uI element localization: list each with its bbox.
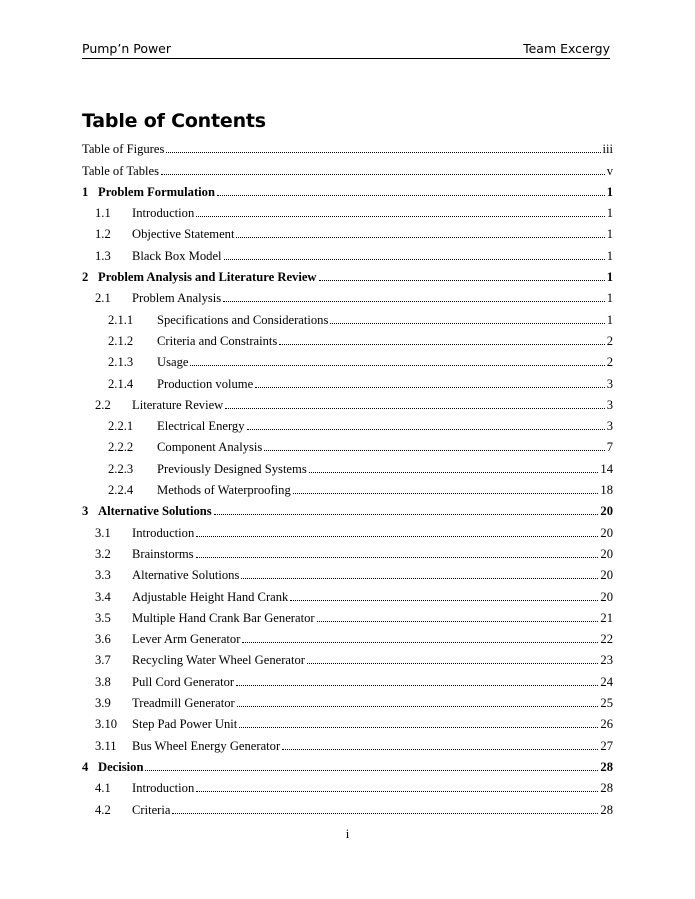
toc-dot-leader — [330, 323, 604, 324]
toc-entry-number: 1.3 — [95, 248, 111, 263]
toc-entry-page: 18 — [600, 483, 613, 498]
toc-entry-number: 3.4 — [95, 589, 111, 604]
toc-entry-number: 2.2.4 — [108, 483, 134, 498]
toc-entry[interactable] — [82, 731, 613, 752]
toc-entry-title: Introduction — [132, 781, 195, 796]
toc-dot-leader — [319, 280, 605, 281]
toc-dot-leader — [196, 791, 598, 792]
toc-entry-page: 26 — [600, 717, 613, 732]
toc-entry-page: 28 — [600, 802, 613, 817]
header-project-name: Pump’n Power — [82, 41, 172, 56]
toc-dot-leader — [241, 578, 598, 579]
toc-entry-number: 3.8 — [95, 674, 111, 689]
toc-entry-title: Bus Wheel Energy Generator — [132, 738, 281, 753]
toc-entry[interactable] — [82, 753, 613, 774]
toc-entry-title: Methods of Waterproofing — [157, 483, 291, 498]
toc-entry[interactable] — [82, 433, 613, 454]
toc-entry-page: 20 — [600, 504, 613, 519]
toc-dot-leader — [196, 216, 604, 217]
toc-entry-title: Introduction — [132, 206, 195, 221]
toc-entry[interactable] — [82, 263, 613, 284]
toc-entry-page: 21 — [600, 610, 613, 625]
toc-entry-title: Usage — [157, 355, 189, 370]
toc-entry-title: Electrical Energy — [157, 419, 245, 434]
toc-entry-page: 20 — [600, 546, 613, 561]
toc-entry-title: Pull Cord Generator — [132, 674, 235, 689]
toc-dot-leader — [247, 429, 605, 430]
toc-entry-title: Specifications and Considerations — [157, 312, 329, 327]
toc-entry-number: 3.7 — [95, 653, 111, 668]
toc-entry-title: Alternative Solutions — [98, 504, 212, 519]
toc-dot-leader — [172, 813, 598, 814]
toc-entry-number: 3.9 — [95, 696, 111, 711]
toc-entry-title: Previously Designed Systems — [157, 461, 307, 476]
toc-entry-number: 2.2.3 — [108, 461, 134, 476]
toc-dot-leader — [293, 493, 599, 494]
toc-dot-leader — [166, 152, 600, 153]
toc-entry-title: Black Box Model — [132, 248, 222, 263]
toc-entry-title: Decision — [98, 759, 144, 774]
toc-entry-number: 2.1.1 — [108, 312, 134, 327]
toc-entry-page: 28 — [600, 781, 613, 796]
toc-entry[interactable] — [82, 710, 613, 731]
toc-dot-leader — [236, 685, 598, 686]
toc-entry-title: Component Analysis — [157, 440, 263, 455]
toc-entry-title: Lever Arm Generator — [132, 632, 241, 647]
toc-entry-number: 2.1.4 — [108, 376, 134, 391]
toc-entry-title: Recycling Water Wheel Generator — [132, 653, 306, 668]
toc-dot-leader — [196, 536, 598, 537]
toc-entry[interactable] — [82, 369, 613, 390]
toc-entry-title: Objective Statement — [132, 227, 235, 242]
toc-entry-page: 1 — [606, 227, 613, 242]
toc-dot-leader — [190, 365, 604, 366]
toc-entry-page: 1 — [606, 291, 613, 306]
toc-entry[interactable] — [82, 348, 613, 369]
toc-entry-number: 4.2 — [95, 802, 111, 817]
toc-entry[interactable] — [82, 795, 613, 816]
toc-entry-page: 2 — [606, 333, 613, 348]
toc-entry-title: Criteria and Constraints — [157, 333, 278, 348]
toc-dot-leader — [161, 174, 605, 175]
page-number: i — [345, 826, 350, 841]
toc-entry[interactable] — [82, 540, 613, 561]
toc-entry-page: 25 — [600, 696, 613, 711]
toc-entry-page: 22 — [600, 632, 613, 647]
toc-entry-page: v — [606, 163, 613, 178]
toc-entry-page: 1 — [606, 206, 613, 221]
toc-entry[interactable] — [82, 156, 613, 177]
toc-entry[interactable] — [82, 646, 613, 667]
toc-entry-title: Multiple Hand Crank Bar Generator — [132, 610, 315, 625]
toc-entry-number: 4.1 — [95, 781, 111, 796]
toc-entry[interactable] — [82, 774, 613, 795]
toc-entry-number: 3.6 — [95, 632, 111, 647]
toc-entry-title: Problem Formulation — [98, 184, 215, 199]
toc-entry-page: 20 — [600, 568, 613, 583]
toc-entry-number: 1 — [82, 184, 89, 199]
toc-entry-page: 27 — [600, 738, 613, 753]
table-of-contents — [82, 135, 613, 817]
toc-entry-number: 3.3 — [95, 568, 111, 583]
toc-entry[interactable] — [82, 604, 613, 625]
toc-dot-leader — [264, 450, 604, 451]
toc-dot-leader — [317, 621, 599, 622]
toc-entry[interactable] — [82, 412, 613, 433]
toc-entry[interactable] — [82, 305, 613, 326]
toc-dot-leader — [225, 408, 604, 409]
toc-entry-title: Literature Review — [132, 397, 224, 412]
toc-entry-page: iii — [602, 142, 613, 157]
toc-entry[interactable] — [82, 561, 613, 582]
toc-entry-page: 20 — [600, 589, 613, 604]
toc-dot-leader — [239, 727, 598, 728]
toc-entry-title: Table of Figures — [82, 142, 165, 157]
toc-entry[interactable] — [82, 454, 613, 475]
toc-entry-title: Problem Analysis and Literature Review — [98, 270, 317, 285]
toc-dot-leader — [196, 557, 599, 558]
toc-entry-number: 3 — [82, 504, 89, 519]
toc-entry-title: Production volume — [157, 376, 254, 391]
toc-entry-number: 2.2.1 — [108, 419, 134, 434]
toc-entry-title: Adjustable Height Hand Crank — [132, 589, 289, 604]
toc-entry-number: 2.2 — [95, 397, 111, 412]
toc-entry[interactable] — [82, 284, 613, 305]
toc-entry-page: 28 — [600, 759, 613, 774]
toc-dot-leader — [279, 344, 604, 345]
toc-entry[interactable] — [82, 497, 613, 518]
toc-entry-number: 3.11 — [95, 738, 117, 753]
toc-entry[interactable] — [82, 199, 613, 220]
toc-dot-leader — [290, 600, 598, 601]
toc-entry-number: 3.10 — [95, 717, 118, 732]
toc-entry-title: Treadmill Generator — [132, 696, 235, 711]
toc-dot-leader — [307, 663, 598, 664]
page-header — [82, 40, 610, 59]
toc-entry[interactable] — [82, 625, 613, 646]
toc-heading: Table of Contents — [82, 110, 266, 132]
toc-entry[interactable] — [82, 135, 613, 156]
toc-dot-leader — [242, 642, 598, 643]
toc-entry[interactable] — [82, 241, 613, 262]
toc-entry-page: 3 — [606, 376, 613, 391]
toc-entry-page: 1 — [606, 312, 613, 327]
toc-entry[interactable] — [82, 518, 613, 539]
toc-entry-number: 3.5 — [95, 610, 111, 625]
toc-entry-number: 3.2 — [95, 546, 111, 561]
toc-entry-number: 2.1.3 — [108, 355, 134, 370]
toc-entry[interactable] — [82, 220, 613, 241]
toc-entry-page: 3 — [606, 397, 613, 412]
toc-dot-leader — [255, 387, 605, 388]
toc-entry-page: 24 — [600, 674, 613, 689]
toc-entry[interactable] — [82, 667, 613, 688]
toc-entry-title: Problem Analysis — [132, 291, 222, 306]
header-team-name: Team Excergy — [523, 41, 610, 56]
toc-entry-number: 2.1 — [95, 291, 111, 306]
toc-entry-number: 3.1 — [95, 525, 111, 540]
toc-entry-number: 1.2 — [95, 227, 111, 242]
toc-entry[interactable] — [82, 689, 613, 710]
toc-entry-number: 2.1.2 — [108, 333, 134, 348]
toc-dot-leader — [214, 514, 599, 515]
toc-entry-number: 2 — [82, 270, 89, 285]
toc-entry-page: 1 — [606, 248, 613, 263]
toc-entry-title: Introduction — [132, 525, 195, 540]
toc-entry-title: Criteria — [132, 802, 171, 817]
toc-entry[interactable] — [82, 476, 613, 497]
toc-dot-leader — [217, 195, 605, 196]
toc-entry-number: 4 — [82, 759, 89, 774]
toc-entry-title: Alternative Solutions — [132, 568, 240, 583]
toc-dot-leader — [282, 749, 598, 750]
toc-entry-number: 2.2.2 — [108, 440, 134, 455]
toc-entry[interactable] — [82, 391, 613, 412]
toc-dot-leader — [223, 301, 604, 302]
toc-dot-leader — [224, 259, 605, 260]
toc-entry-title: Brainstorms — [132, 546, 194, 561]
toc-entry-title: Step Pad Power Unit — [132, 717, 238, 732]
toc-entry-page: 20 — [600, 525, 613, 540]
toc-dot-leader — [236, 237, 604, 238]
toc-entry-page: 3 — [606, 419, 613, 434]
toc-entry[interactable] — [82, 178, 613, 199]
toc-entry-number: 1.1 — [95, 206, 111, 221]
toc-entry[interactable] — [82, 327, 613, 348]
toc-entry-page: 14 — [600, 461, 613, 476]
toc-entry-page: 7 — [606, 440, 613, 455]
toc-entry-page: 2 — [606, 355, 613, 370]
toc-entry-page: 23 — [600, 653, 613, 668]
toc-entry-page: 1 — [606, 184, 613, 199]
toc-dot-leader — [237, 706, 599, 707]
toc-entry-title: Table of Tables — [82, 163, 160, 178]
toc-entry[interactable] — [82, 582, 613, 603]
toc-entry-page: 1 — [606, 270, 613, 285]
toc-dot-leader — [145, 770, 598, 771]
toc-dot-leader — [309, 472, 599, 473]
